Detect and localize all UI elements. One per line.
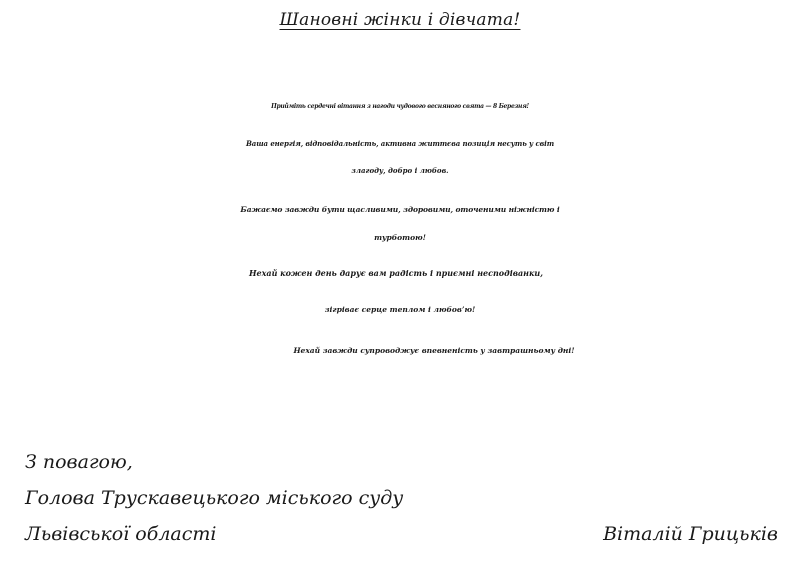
signature-greeting: З повагою, — [25, 451, 133, 473]
signature-name: Віталій Грицьків — [603, 523, 778, 545]
body-line-5: турботою! — [374, 233, 426, 242]
signature-position: Голова Трускавецького міського суду — [25, 487, 404, 509]
body-line-7: зігріває серце теплом і любов’ю! — [324, 305, 476, 314]
body-line-2: Ваша енергія, відповідальність, активна життєва позиція несуть у світ — [245, 139, 555, 148]
body-line-6: Нехай кожен день дарує вам радість і приємні несподіванки, — [248, 268, 544, 278]
body-line-4: Бажаємо завжди бути щасливими, здоровими, оточеними ніжністю і — [240, 205, 560, 214]
signature-region: Львівської області — [25, 523, 217, 545]
body-line-8: Нехай завжди супроводжує впевненість у завтрашньому дні! — [293, 346, 575, 355]
body-line-1: Прийміть сердечні вітання з нагоди чудового весняного свята — 8 Березня! — [271, 103, 529, 110]
letter-title: Шановні жінки і дівчата! — [279, 10, 521, 30]
body-line-3: злагоду, добро і любов. — [351, 166, 449, 175]
